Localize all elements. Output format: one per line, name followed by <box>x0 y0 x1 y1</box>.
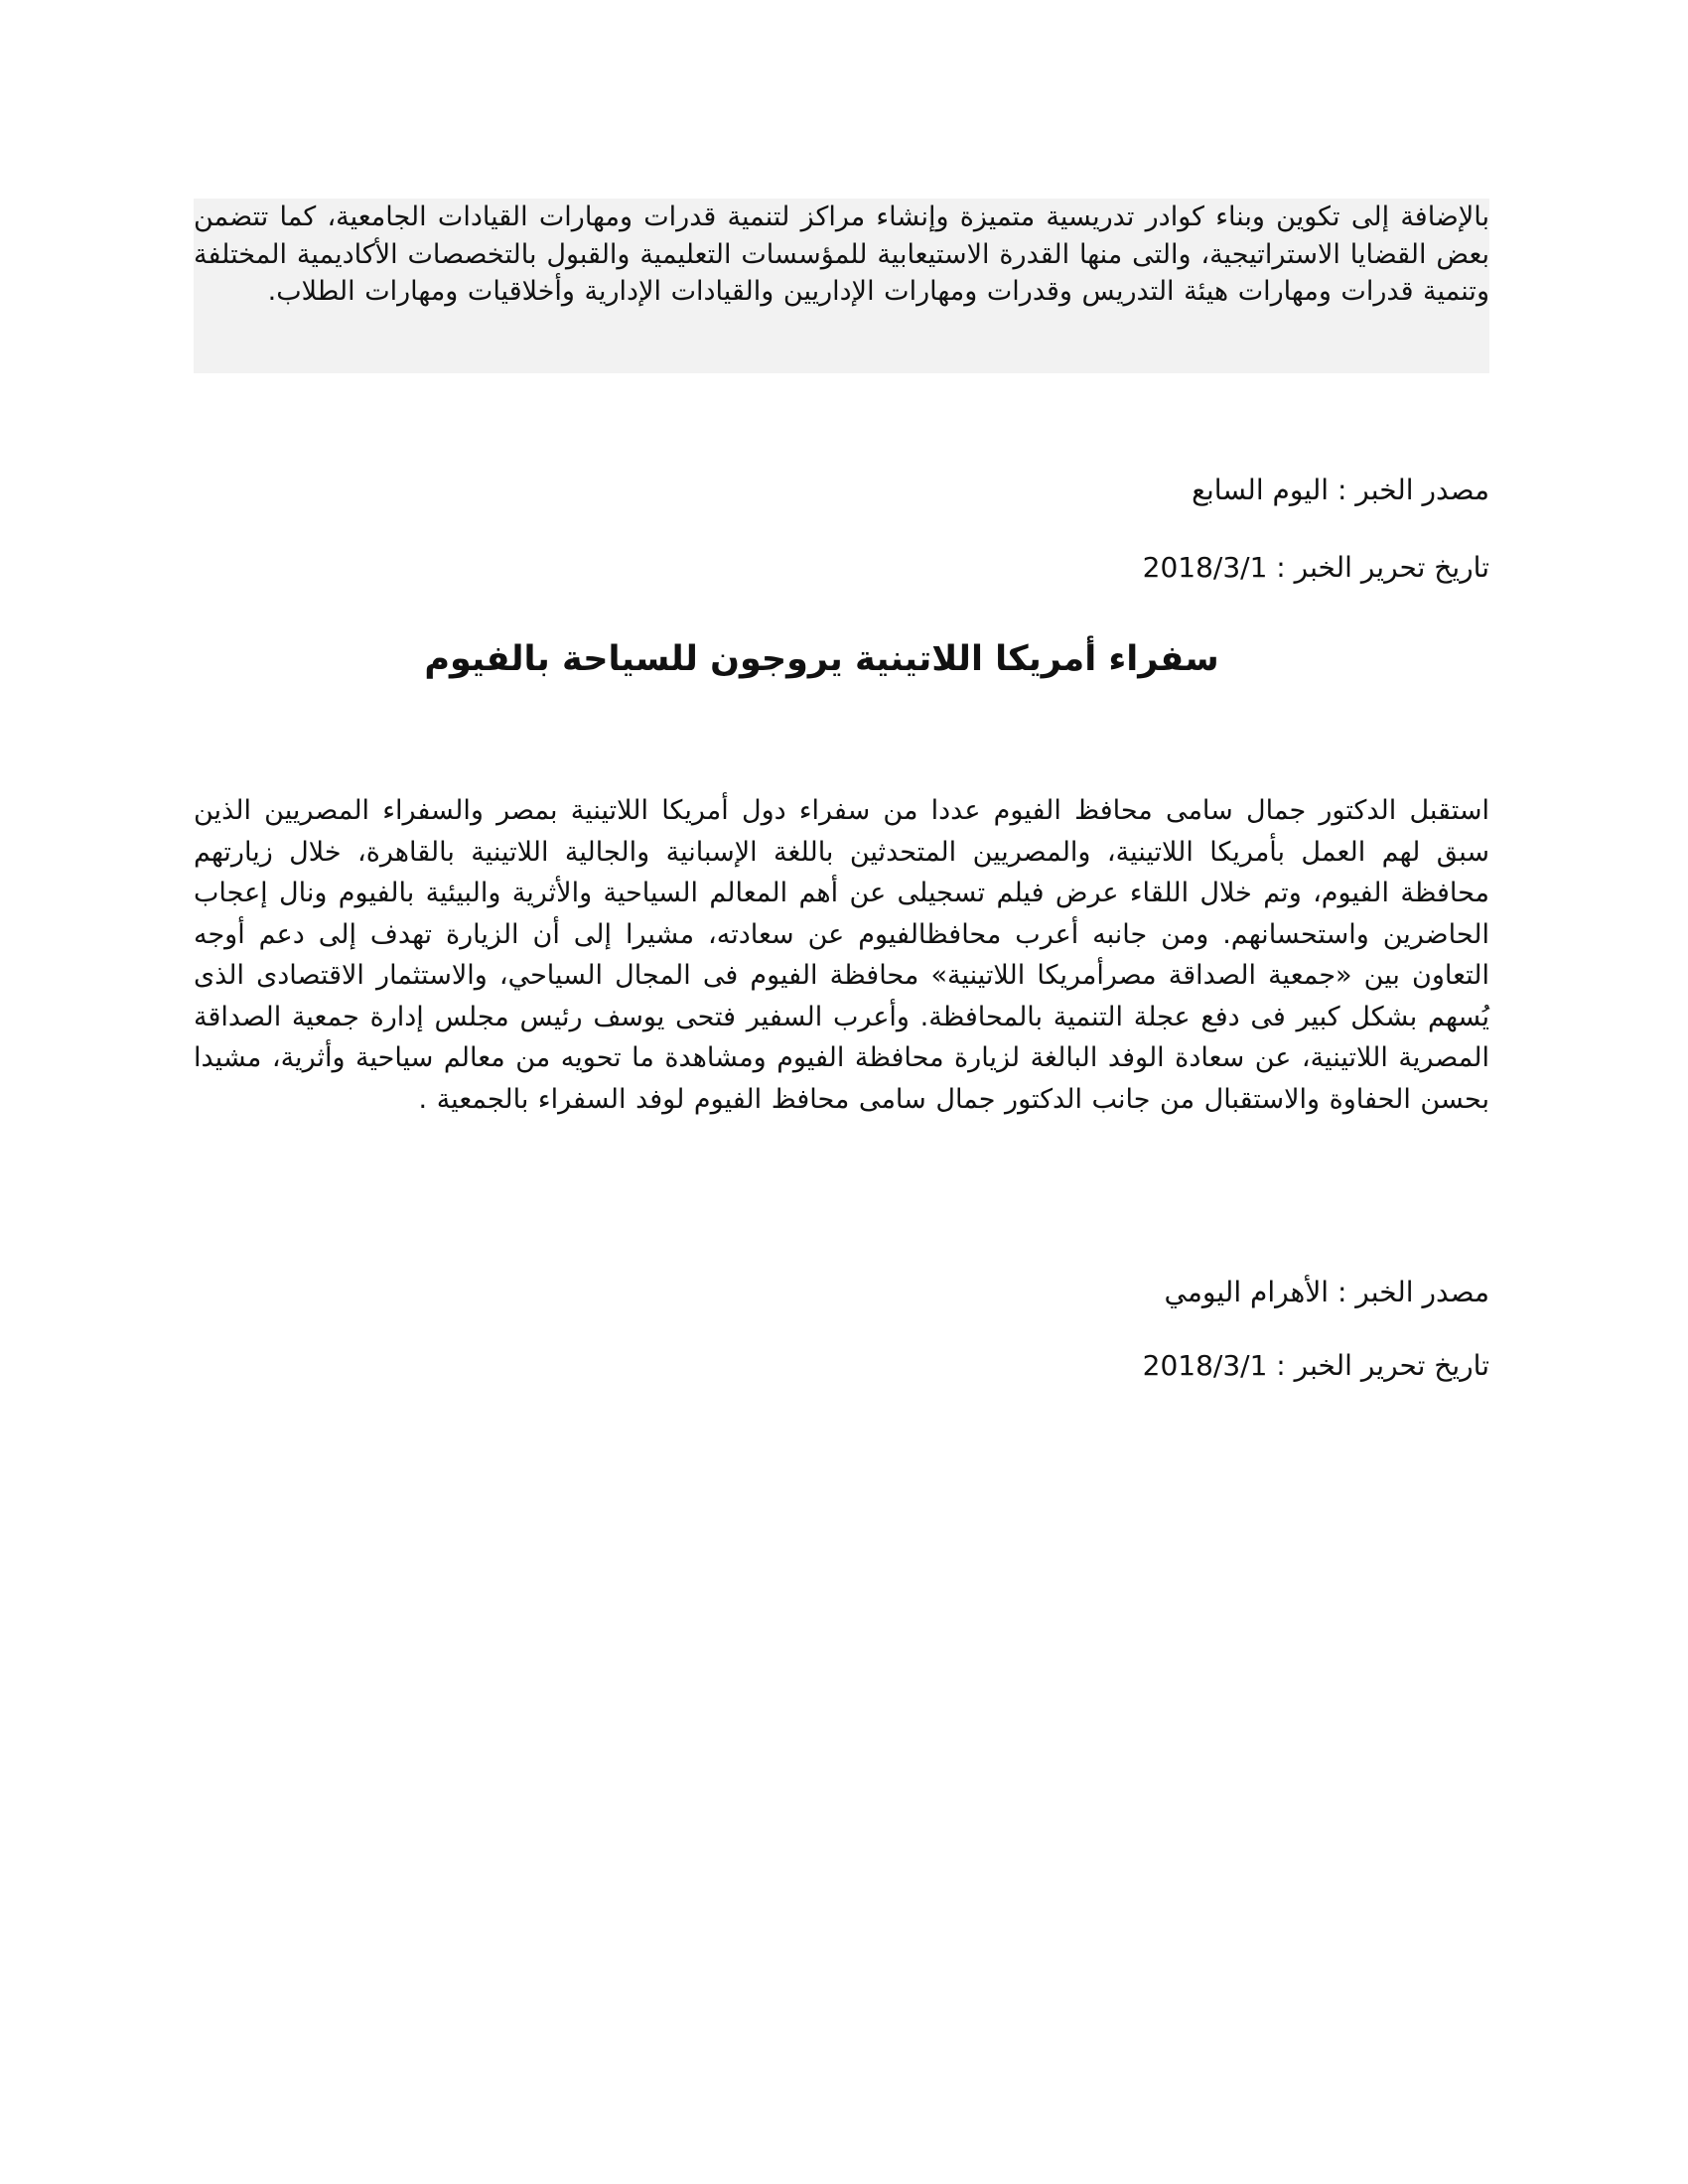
article-body <box>194 790 1489 1120</box>
article-body-text: استقبل الدكتور جمال سامى محافظ الفيوم عددا من سفراء دول أمريكا اللاتينية بمصر والسفراء المصريين الذين سبق لهم العمل بأمريكا اللاتينية، والمصريين المتحدثين باللغة الإسبانية والجالية اللاتينية بالقاهرة، خلال زيارتهم محافظة الفيوم، وتم خلال اللقاء عرض فيلم تسجيلى عن أهم المعالم السياحية والأثرية والبيئية بالفيوم ونال إعجاب الحاضرين واستحسانهم. ومن جانبه أعرب محافظالفيوم عن سعادته، مشيرا إلى أن الزيارة تهدف إلى دعم أوجه التعاون بين «جمعية الصداقة مصرأمريكا اللاتينية» محافظة الفيوم فى المجال السياحي، والاستثمار الاقتصادى الذى يُسهم بشكل كبير فى دفع عجلة التنمية بالمحافظة. وأعرب السفير فتحى يوسف رئيس مجلس إدارة جمعية الصداقة المصرية اللاتينية، عن سعادة الوفد البالغة لزيارة محافظة الفيوم ومشاهدة ما تحويه من معالم سياحية وأثرية، مشيدا بحسن الحفاوة والاستقبال من جانب الدكتور جمال سامى محافظ الفيوم لوفد السفراء بالجمعية . <box>194 795 1489 1115</box>
intro-paragraph <box>194 199 1489 373</box>
first-source-line: مصدر الخبر : اليوم السابع <box>1192 474 1489 506</box>
intro-paragraph-text: بالإضافة إلى تكوين وبناء كوادر تدريسية متميزة وإنشاء مراكز لتنمية قدرات ومهارات القيادات الجامعية، كما تتضمن بعض القضايا الاستراتيجية، والتى منها القدرة الاستيعابية للمؤسسات التعليمية والقبول بالتخصصات الأكاديمية المختلفة وتنمية قدرات ومهارات هيئة التدريس وقدرات ومهارات الإداريين والقيادات الإدارية وأخلاقيات ومهارات الطلاب. <box>194 202 1489 307</box>
article-title: سفراء أمريكا اللاتينية يروجون للسياحة بالفيوم <box>424 639 1219 679</box>
document-page <box>194 0 1489 2184</box>
second-date-text: تاريخ تحرير الخبر : 2018/3/1 <box>1142 1349 1489 1382</box>
second-source-line: مصدر الخبر : الأهرام اليومي <box>1164 1276 1489 1308</box>
first-date-line <box>1143 548 1489 588</box>
first-date-text: تاريخ تحرير الخبر : 2018/3/1 <box>1142 551 1489 584</box>
second-date-line <box>1143 1346 1489 1386</box>
